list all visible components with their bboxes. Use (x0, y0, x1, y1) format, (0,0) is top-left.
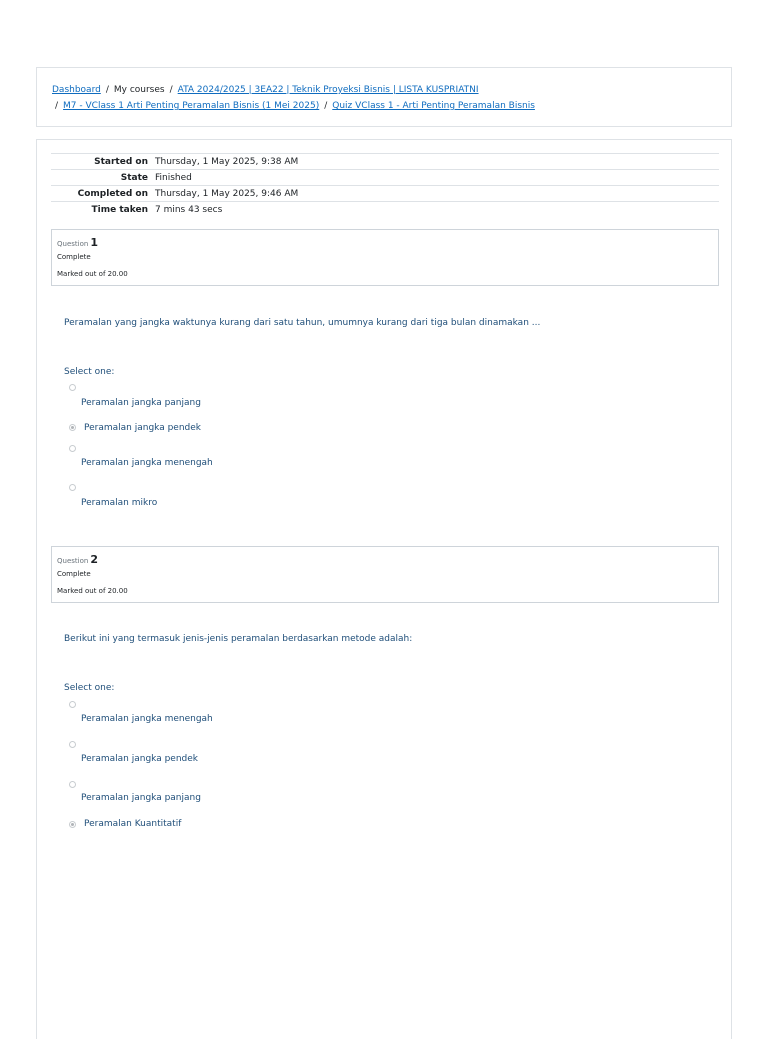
question-grade: Marked out of 20.00 (57, 270, 128, 278)
summary-row (51, 154, 719, 170)
breadcrumb-separator: / (105, 85, 109, 95)
answer-label[interactable]: Peramalan mikro (81, 498, 158, 508)
answer-label[interactable]: Peramalan jangka pendek (84, 423, 201, 433)
breadcrumb-my-courses: My courses (113, 85, 165, 95)
answer-radio-selected[interactable] (69, 821, 76, 828)
summary-value: Finished (155, 172, 192, 183)
question-number (57, 553, 98, 566)
question-2-text: Berikut ini yang termasuk jenis-jenis peramalan berdasarkan metode adalah: (64, 634, 413, 644)
summary-label: State (120, 172, 148, 183)
summary-value: Thursday, 1 May 2025, 9:46 AM (155, 188, 299, 199)
breadcrumb-dashboard-link[interactable]: Dashboard (52, 85, 101, 95)
answer-label[interactable]: Peramalan jangka panjang (81, 793, 201, 803)
summary-row (51, 186, 719, 202)
breadcrumb-separator: / (324, 101, 328, 111)
answer-label[interactable]: Peramalan jangka menengah (81, 458, 213, 468)
answer-radio[interactable] (69, 741, 76, 748)
breadcrumb-quiz-link[interactable]: Quiz VClass 1 - Arti Penting Peramalan Bisnis (332, 101, 535, 111)
answer-label[interactable]: Peramalan jangka pendek (81, 754, 198, 764)
question-2-info (51, 546, 719, 603)
answer-radio[interactable] (69, 384, 76, 391)
answer-radio[interactable] (69, 484, 76, 491)
breadcrumb-course-link[interactable]: ATA 2024/2025 | 3EA22 | Teknik Proyeksi Bisnis | LISTA KUSPRIATNI (177, 85, 479, 95)
answer-label[interactable]: Peramalan Kuantitatif (84, 819, 182, 829)
question-number-value: 2 (90, 553, 98, 566)
breadcrumb-section-link[interactable]: M7 - VClass 1 Arti Penting Peramalan Bisnis (1 Mei 2025) (63, 101, 320, 111)
question-grade: Marked out of 20.00 (57, 587, 128, 595)
question-number (57, 236, 98, 249)
question-number-value: 1 (90, 236, 98, 249)
summary-value: 7 mins 43 secs (155, 204, 223, 215)
breadcrumb-separator: / (55, 101, 59, 111)
answer-radio[interactable] (69, 781, 76, 788)
summary-row (51, 202, 719, 218)
question-label: Question (57, 240, 89, 248)
question-1-text: Peramalan yang jangka waktunya kurang dari satu tahun, umumnya kurang dari tiga bulan dinamakan ... (64, 318, 541, 328)
breadcrumb-separator: / (169, 85, 173, 95)
question-1-info (51, 229, 719, 286)
answer-radio-selected[interactable] (69, 424, 76, 431)
breadcrumb (36, 67, 732, 127)
breadcrumb-line-1 (52, 84, 479, 96)
question-label: Question (57, 557, 89, 565)
answer-radio[interactable] (69, 701, 76, 708)
quiz-review-card (36, 139, 732, 1039)
question-state: Complete (57, 253, 91, 261)
question-1-prompt: Select one: (64, 367, 115, 377)
answer-label[interactable]: Peramalan jangka menengah (81, 714, 213, 724)
summary-value: Thursday, 1 May 2025, 9:38 AM (155, 156, 299, 167)
summary-label: Time taken (91, 204, 148, 215)
question-state: Complete (57, 570, 91, 578)
summary-label: Completed on (77, 188, 148, 199)
summary-row (51, 170, 719, 186)
answer-radio[interactable] (69, 445, 76, 452)
question-2-prompt: Select one: (64, 683, 115, 693)
breadcrumb-line-2 (55, 100, 535, 112)
answer-label[interactable]: Peramalan jangka panjang (81, 398, 201, 408)
summary-label: Started on (94, 156, 148, 167)
attempt-summary-table (51, 153, 719, 218)
